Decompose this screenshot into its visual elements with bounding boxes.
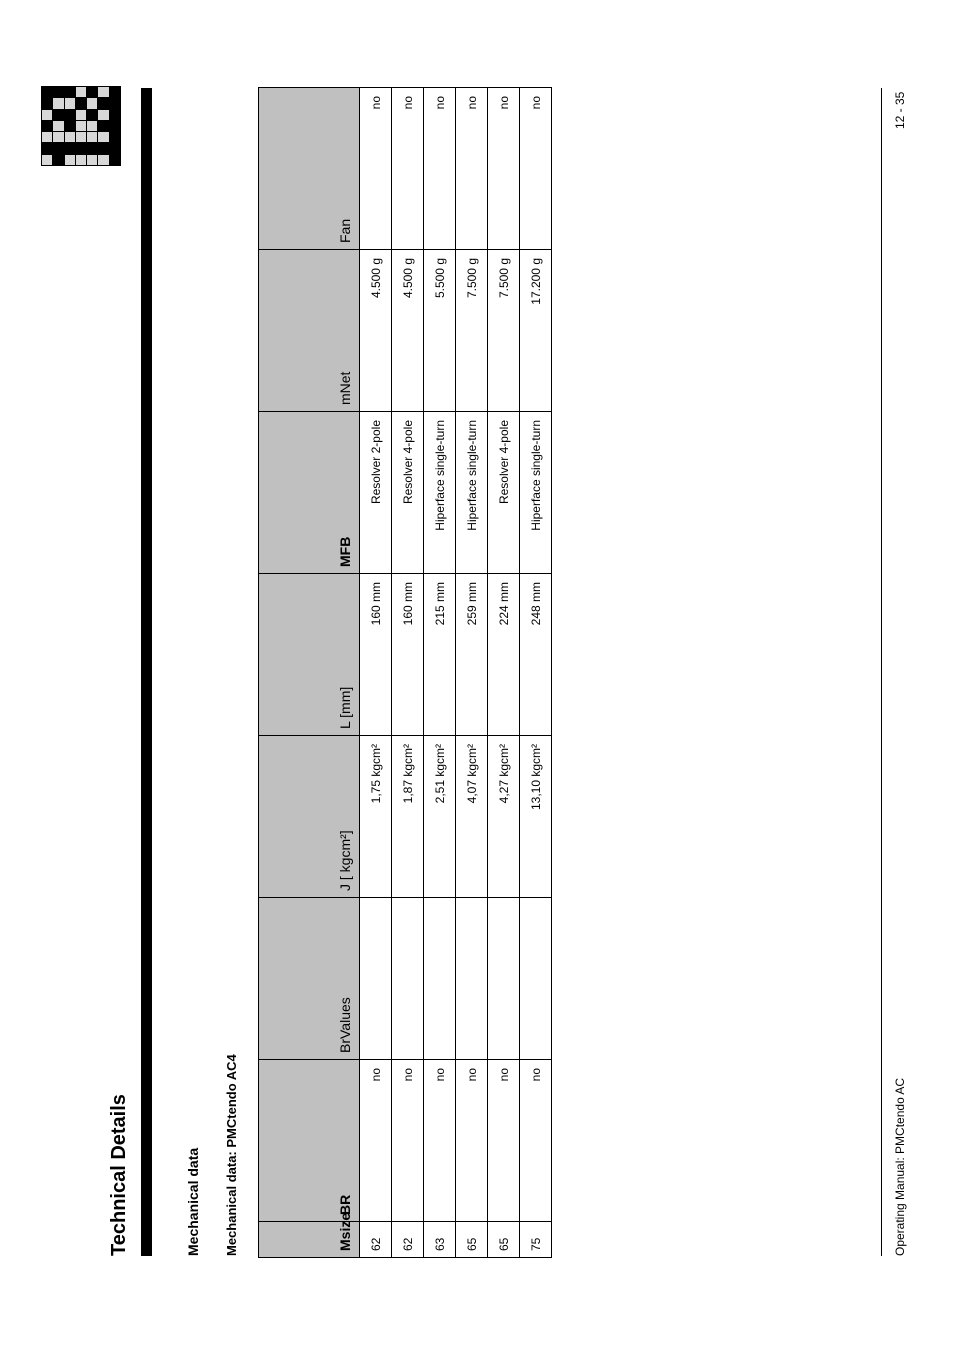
- header-br: BR: [259, 1060, 360, 1222]
- cell-fan: no: [456, 88, 488, 250]
- page-title: Technical Details: [108, 1094, 130, 1256]
- header-fan: Fan: [259, 88, 360, 250]
- cell-mnet: 17.200 g: [520, 250, 552, 412]
- cell-msize: 65: [488, 1222, 520, 1258]
- header-l: L [mm]: [259, 574, 360, 736]
- cell-l: 160 mm: [392, 574, 424, 736]
- table-row: [456, 88, 488, 1258]
- footer-rule: [881, 88, 882, 1256]
- header-mfb: MFB: [259, 412, 360, 574]
- cell-mnet: 4.500 g: [360, 250, 392, 412]
- cell-mfb: Resolver 2-pole: [360, 412, 392, 574]
- section-heading: Mechanical data: [185, 1147, 201, 1256]
- page-number: 12 - 35: [893, 91, 907, 129]
- cell-br: no: [456, 1060, 488, 1222]
- cell-l: 259 mm: [456, 574, 488, 736]
- cell-brvalues: [392, 898, 424, 1060]
- cell-mnet: 5.500 g: [424, 250, 456, 412]
- subsection-heading: Mechanical data: PMCtendo AC4: [224, 1054, 239, 1256]
- cell-mfb: Resolver 4-pole: [488, 412, 520, 574]
- cell-brvalues: [360, 898, 392, 1060]
- table-row: [488, 88, 520, 1258]
- cell-mnet: 7.500 g: [488, 250, 520, 412]
- cell-mfb: Hiperface single-turn: [520, 412, 552, 574]
- header-brvalues: BrValues: [259, 898, 360, 1060]
- cell-fan: no: [520, 88, 552, 250]
- cell-l: 248 mm: [520, 574, 552, 736]
- cell-fan: no: [392, 88, 424, 250]
- company-logo-icon: [41, 86, 121, 166]
- cell-j: 1,87 kgcm²: [392, 736, 424, 898]
- table-row: [520, 88, 552, 1258]
- cell-j: 13,10 kgcm²: [520, 736, 552, 898]
- cell-msize: 63: [424, 1222, 456, 1258]
- cell-br: no: [488, 1060, 520, 1222]
- cell-msize: 62: [360, 1222, 392, 1258]
- table-header-row: [259, 88, 360, 1258]
- table-row: [392, 88, 424, 1258]
- header-msize: Msize: [259, 1222, 360, 1258]
- cell-br: no: [392, 1060, 424, 1222]
- cell-brvalues: [488, 898, 520, 1060]
- cell-j: 4,27 kgcm²: [488, 736, 520, 898]
- cell-mfb: Resolver 4-pole: [392, 412, 424, 574]
- cell-l: 215 mm: [424, 574, 456, 736]
- header-rule: [141, 88, 152, 1256]
- cell-brvalues: [456, 898, 488, 1060]
- cell-l: 160 mm: [360, 574, 392, 736]
- cell-msize: 75: [520, 1222, 552, 1258]
- cell-mfb: Hiperface single-turn: [424, 412, 456, 574]
- cell-br: no: [424, 1060, 456, 1222]
- mechanical-data-table: [258, 88, 545, 1258]
- cell-msize: 62: [392, 1222, 424, 1258]
- cell-fan: no: [424, 88, 456, 250]
- cell-j: 2,51 kgcm²: [424, 736, 456, 898]
- header-j: J [ kgcm²]: [259, 736, 360, 898]
- cell-j: 4,07 kgcm²: [456, 736, 488, 898]
- cell-l: 224 mm: [488, 574, 520, 736]
- cell-mnet: 4.500 g: [392, 250, 424, 412]
- header-mnet: mNet: [259, 250, 360, 412]
- footer-manual-title: Operating Manual: PMCtendo AC: [893, 1077, 907, 1256]
- cell-fan: no: [488, 88, 520, 250]
- table-row: [424, 88, 456, 1258]
- table-row: [360, 88, 392, 1258]
- cell-br: no: [360, 1060, 392, 1222]
- cell-br: no: [520, 1060, 552, 1222]
- cell-msize: 65: [456, 1222, 488, 1258]
- cell-mnet: 7.500 g: [456, 250, 488, 412]
- cell-brvalues: [520, 898, 552, 1060]
- cell-mfb: Hiperface single-turn: [456, 412, 488, 574]
- cell-j: 1,75 kgcm²: [360, 736, 392, 898]
- cell-fan: no: [360, 88, 392, 250]
- cell-brvalues: [424, 898, 456, 1060]
